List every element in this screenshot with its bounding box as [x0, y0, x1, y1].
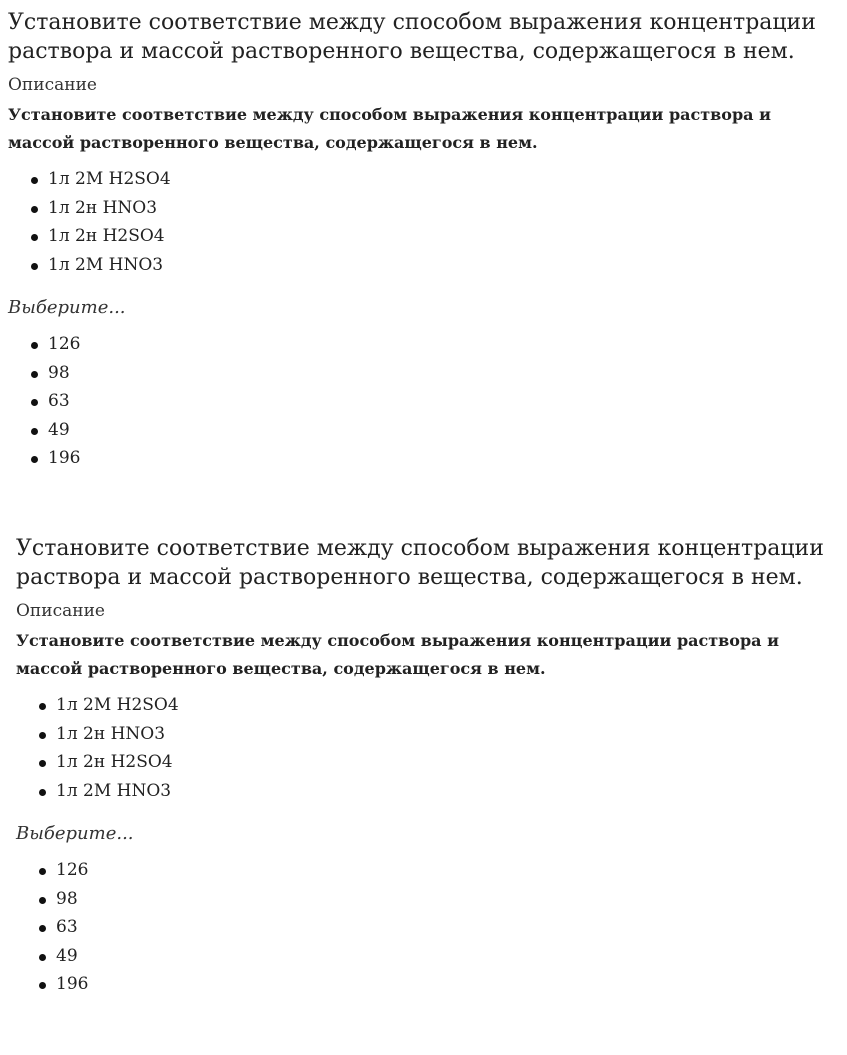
list-item: 1л 2М H2SO4	[56, 691, 836, 720]
items-list	[8, 165, 828, 279]
option-item[interactable]: 63	[56, 913, 836, 942]
select-placeholder[interactable]: Выберите...	[16, 823, 134, 844]
question-title: Установите соответствие между способом выражения концентрации раствора и массой растворенного вещества, содержащегося в нем.	[16, 536, 824, 590]
list-item: 1л 2н HNO3	[48, 194, 828, 223]
question-block-2	[16, 534, 836, 999]
options-list	[8, 330, 828, 473]
items-list	[16, 691, 836, 805]
option-item[interactable]: 98	[48, 359, 828, 388]
list-item: 1л 2н HNO3	[56, 720, 836, 749]
option-item[interactable]: 196	[48, 444, 828, 473]
description-text: Установите соответствие между способом выражения концентрации раствора и массой растворенного вещества, содержащегося в нем.	[16, 631, 779, 678]
list-item: 1л 2н H2SO4	[56, 748, 836, 777]
option-item[interactable]: 49	[48, 416, 828, 445]
select-placeholder[interactable]: Выберите...	[8, 297, 126, 318]
option-item[interactable]: 126	[56, 856, 836, 885]
list-item: 1л 2н H2SO4	[48, 222, 828, 251]
options-list	[16, 856, 836, 999]
description-text: Установите соответствие между способом выражения концентрации раствора и массой растворенного вещества, содержащегося в нем.	[8, 105, 771, 152]
option-item[interactable]: 126	[48, 330, 828, 359]
description-label: Описание	[16, 601, 105, 621]
description-label: Описание	[8, 75, 97, 95]
list-item: 1л 2М HNO3	[56, 777, 836, 806]
option-item[interactable]: 98	[56, 885, 836, 914]
option-item[interactable]: 49	[56, 942, 836, 971]
list-item: 1л 2М H2SO4	[48, 165, 828, 194]
option-item[interactable]: 63	[48, 387, 828, 416]
question-title: Установите соответствие между способом выражения концентрации раствора и массой растворенного вещества, содержащегося в нем.	[8, 10, 816, 64]
option-item[interactable]: 196	[56, 970, 836, 999]
question-block-1	[8, 8, 828, 473]
list-item: 1л 2М HNO3	[48, 251, 828, 280]
